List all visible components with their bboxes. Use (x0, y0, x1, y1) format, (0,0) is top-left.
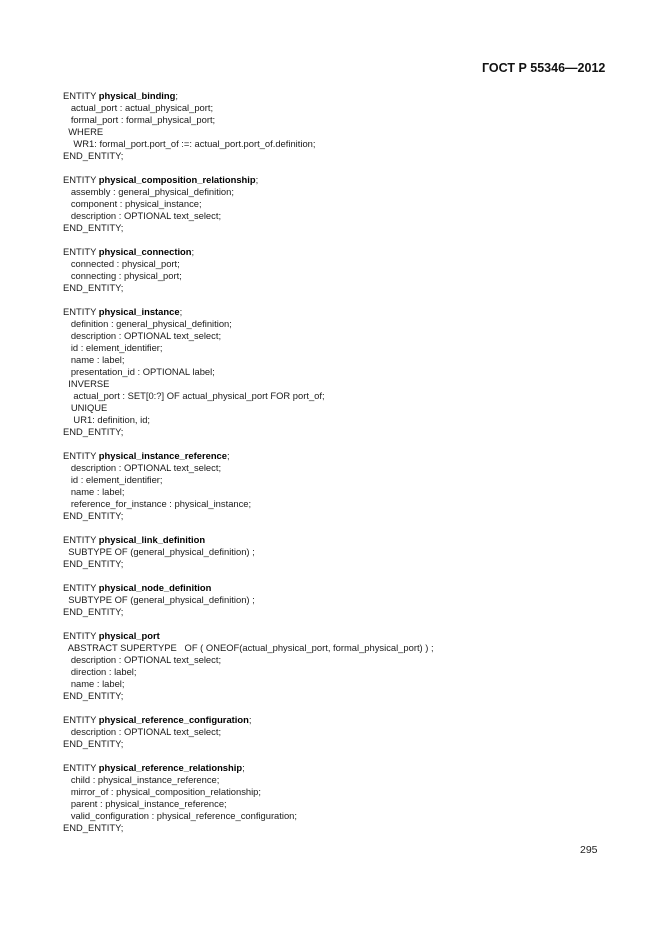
entity-terminator: ; (226, 450, 230, 461)
express-schema-listing (63, 90, 434, 834)
entity-name: physical_composition_relationship (98, 174, 256, 185)
entity-keyword: ENTITY (63, 582, 99, 593)
entity-block (63, 630, 434, 702)
entity-attribute-line: parent : physical_instance_reference; (63, 798, 227, 809)
entity-declaration (63, 762, 434, 774)
entity-attribute-line: END_ENTITY; (63, 282, 124, 293)
page-number: 295 (580, 844, 598, 856)
blank-line (63, 438, 434, 450)
blank-line (63, 294, 434, 306)
entity-name: physical_instance (98, 306, 180, 317)
entity-attribute-line: description : OPTIONAL text_select; (63, 654, 222, 665)
entity-attribute-line: presentation_id : OPTIONAL label; (63, 366, 215, 377)
entity-attribute-line: description : OPTIONAL text_select; (63, 210, 222, 221)
entity-name: physical_binding (98, 90, 176, 101)
entity-attribute-line: actual_port : SET[0:?] OF actual_physical_port FOR port_of; (63, 390, 325, 401)
entity-terminator: ; (179, 306, 183, 317)
entity-terminator: ; (242, 762, 245, 773)
entity-attribute-line: ABSTRACT SUPERTYPE OF ( ONEOF(actual_physical_port, formal_physical_port) ) ; (63, 642, 434, 653)
entity-attribute-line: UR1: definition, id; (63, 414, 151, 425)
entity-attribute-line: formal_port : formal_physical_port; (63, 114, 216, 125)
blank-line (63, 234, 434, 246)
entity-keyword: ENTITY (63, 630, 99, 641)
blank-line (63, 162, 434, 174)
entity-declaration (63, 582, 434, 594)
entity-terminator: ; (191, 246, 195, 257)
entity-attribute-line: END_ENTITY; (63, 510, 124, 521)
entity-attribute-line: END_ENTITY; (63, 606, 124, 617)
entity-declaration (63, 714, 434, 726)
entity-attribute-line: connecting : physical_port; (63, 270, 182, 281)
entity-declaration (63, 630, 434, 642)
entity-block (63, 714, 434, 750)
entity-name: physical_instance_reference (98, 450, 227, 461)
entity-block (63, 90, 434, 162)
blank-line (63, 702, 434, 714)
entity-attribute-line: reference_for_instance : physical_instance; (63, 498, 252, 509)
entity-keyword: ENTITY (63, 306, 99, 317)
entity-terminator: ; (175, 90, 178, 101)
document-standard-header: ГОСТ Р 55346—2012 (482, 61, 606, 75)
entity-declaration (63, 174, 434, 186)
entity-attribute-line: component : physical_instance; (63, 198, 202, 209)
entity-attribute-line: child : physical_instance_reference; (63, 774, 220, 785)
entity-attribute-line: INVERSE (63, 378, 110, 389)
entity-attribute-line: name : label; (63, 678, 125, 689)
entity-attribute-line: END_ENTITY; (63, 150, 124, 161)
blank-line (63, 750, 434, 762)
entity-keyword: ENTITY (63, 174, 99, 185)
entity-name: physical_port (98, 630, 160, 641)
entity-attribute-line: direction : label; (63, 666, 137, 677)
blank-line (63, 618, 434, 630)
entity-attribute-line: valid_configuration : physical_reference_configuration; (63, 810, 297, 821)
entity-declaration (63, 450, 434, 462)
entity-name: physical_reference_relationship (98, 762, 243, 773)
entity-attribute-line: mirror_of : physical_composition_relationship; (63, 786, 262, 797)
entity-name: physical_link_definition (98, 534, 206, 545)
entity-keyword: ENTITY (63, 714, 99, 725)
entity-attribute-line: END_ENTITY; (63, 822, 124, 833)
blank-line (63, 522, 434, 534)
entity-declaration (63, 246, 434, 258)
entity-attribute-line: description : OPTIONAL text_select; (63, 330, 222, 341)
entity-attribute-line: END_ENTITY; (63, 690, 124, 701)
entity-block (63, 174, 434, 234)
entity-attribute-line: name : label; (63, 486, 125, 497)
entity-attribute-line: WHERE (63, 126, 104, 137)
entity-block (63, 534, 434, 570)
entity-attribute-line: connected : physical_port; (63, 258, 180, 269)
entity-keyword: ENTITY (63, 450, 99, 461)
entity-attribute-line: WR1: formal_port.port_of :=: actual_port.port_of.definition; (63, 138, 316, 149)
entity-keyword: ENTITY (63, 90, 99, 101)
entity-attribute-line: END_ENTITY; (63, 558, 124, 569)
entity-name: physical_node_definition (98, 582, 212, 593)
entity-attribute-line: name : label; (63, 354, 125, 365)
blank-line (63, 570, 434, 582)
entity-attribute-line: description : OPTIONAL text_select; (63, 726, 222, 737)
entity-attribute-line: description : OPTIONAL text_select; (63, 462, 222, 473)
entity-attribute-line: SUBTYPE OF (general_physical_definition) ; (63, 546, 255, 557)
entity-terminator: ; (248, 714, 252, 725)
entity-keyword: ENTITY (63, 534, 99, 545)
entity-block (63, 582, 434, 618)
entity-attribute-line: END_ENTITY; (63, 426, 124, 437)
entity-declaration (63, 306, 434, 318)
entity-attribute-line: id : element_identifier; (63, 474, 163, 485)
entity-keyword: ENTITY (63, 762, 99, 773)
entity-keyword: ENTITY (63, 246, 99, 257)
entity-attribute-line: definition : general_physical_definition; (63, 318, 232, 329)
entity-attribute-line: END_ENTITY; (63, 738, 124, 749)
entity-name: physical_reference_configuration (98, 714, 249, 725)
entity-attribute-line: UNIQUE (63, 402, 108, 413)
entity-attribute-line: END_ENTITY; (63, 222, 124, 233)
entity-declaration (63, 534, 434, 546)
entity-attribute-line: assembly : general_physical_definition; (63, 186, 234, 197)
entity-block (63, 306, 434, 438)
entity-name: physical_connection (98, 246, 192, 257)
entity-attribute-line: id : element_identifier; (63, 342, 163, 353)
entity-block (63, 762, 434, 834)
entity-block (63, 246, 434, 294)
entity-attribute-line: SUBTYPE OF (general_physical_definition) ; (63, 594, 255, 605)
entity-declaration (63, 90, 434, 102)
entity-block (63, 450, 434, 522)
entity-terminator: ; (255, 174, 259, 185)
entity-attribute-line: actual_port : actual_physical_port; (63, 102, 214, 113)
